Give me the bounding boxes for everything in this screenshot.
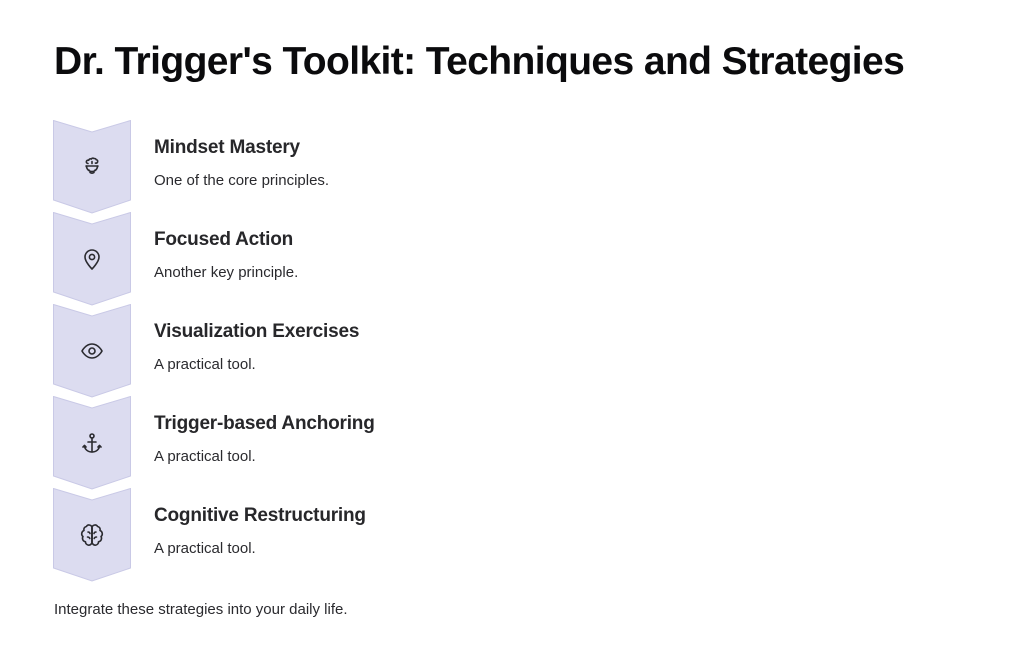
page-title: Dr. Trigger's Toolkit: Techniques and Strategies (54, 40, 905, 83)
step-title: Cognitive Restructuring (154, 505, 366, 526)
steps-list (53, 120, 653, 580)
step-item (53, 396, 653, 488)
footer-text: Integrate these strategies into your daily life. (54, 601, 348, 618)
step-description: A practical tool. (154, 448, 256, 465)
chevron-marker (53, 488, 131, 582)
step-item (53, 212, 653, 304)
step-title: Mindset Mastery (154, 137, 300, 158)
chevron-marker (53, 212, 131, 306)
step-description: One of the core principles. (154, 172, 330, 189)
chevron-marker (53, 304, 131, 398)
chevron-marker (53, 120, 131, 214)
step-description: A practical tool. (154, 356, 256, 373)
step-description: A practical tool. (154, 540, 256, 557)
chevron-marker (53, 396, 131, 490)
eye-icon (80, 339, 104, 363)
step-item (53, 120, 653, 212)
head-mind-icon (80, 155, 104, 179)
brain-icon (80, 523, 104, 547)
step-item (53, 488, 653, 580)
step-item (53, 304, 653, 396)
step-title: Visualization Exercises (154, 321, 360, 342)
anchor-icon (80, 431, 104, 455)
step-title: Focused Action (154, 229, 294, 250)
step-title: Trigger-based Anchoring (154, 413, 375, 434)
map-pin-icon (80, 247, 104, 271)
step-description: Another key principle. (154, 264, 299, 281)
